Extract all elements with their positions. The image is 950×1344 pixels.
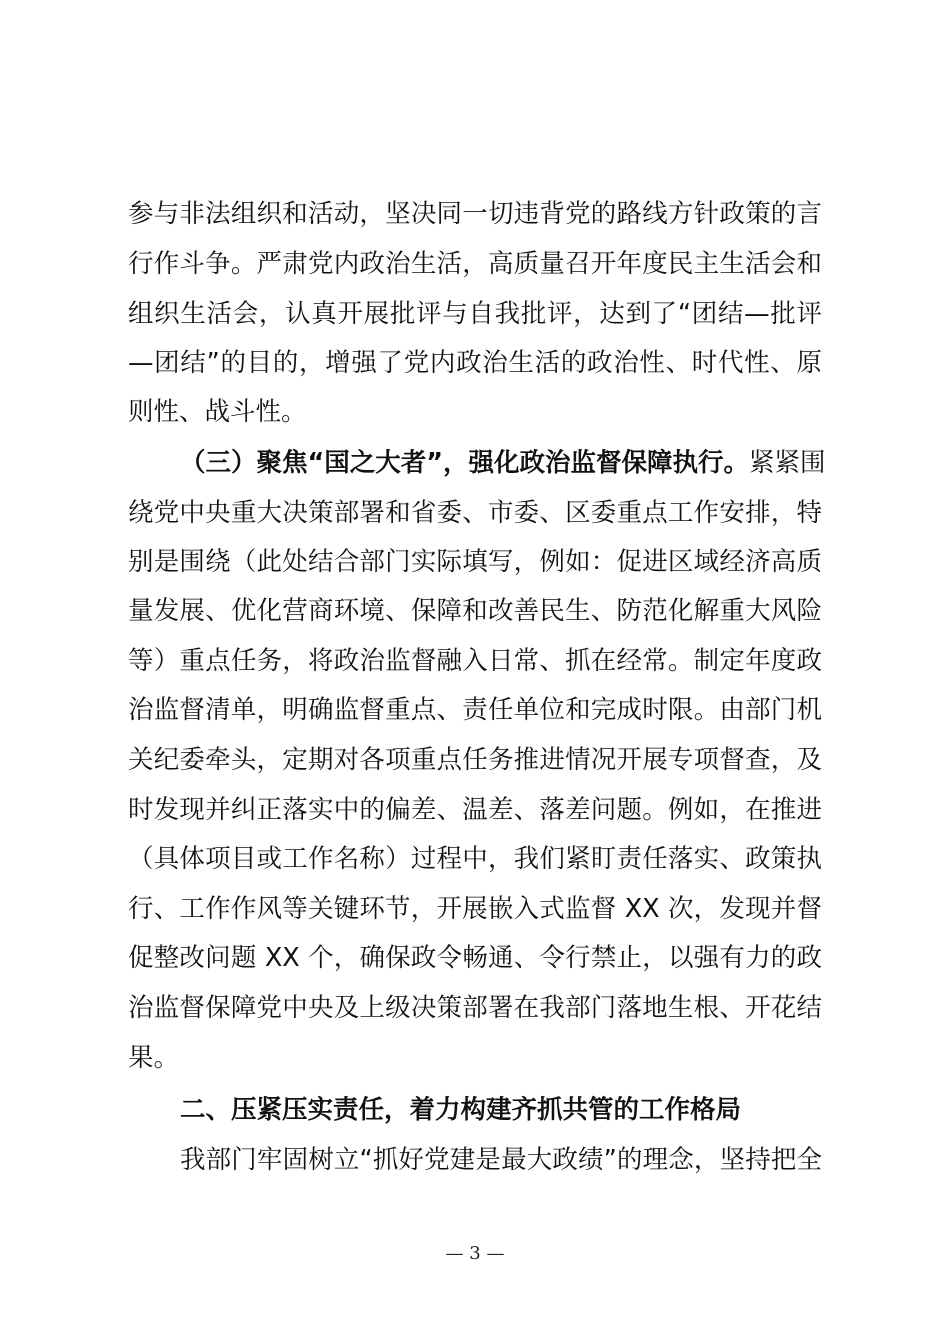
line-text: —团结”的目的，增强了党内政治生活的政治性、时代性、原 — [128, 348, 822, 378]
line-text: 等）重点任务，将政治监督融入日常、抓在经常。制定年度政 — [128, 646, 822, 676]
line-text: 组织生活会，认真开展批评与自我批评，达到了“团结—批评 — [128, 299, 822, 329]
text-line — [128, 743, 822, 777]
text-line — [128, 1041, 822, 1075]
line-text: 参与非法组织和活动，坚决同一切违背党的路线方针政策的言 — [128, 199, 822, 229]
line-text: 别是围绕（此处结合部门实际填写，例如：促进区域经济高质 — [128, 547, 822, 577]
text-line — [128, 197, 822, 231]
text-line — [128, 247, 822, 281]
text-line — [128, 793, 822, 827]
text-line — [128, 545, 822, 579]
line-text: 时发现并纠正落实中的偏差、温差、落差问题。例如，在推进 — [128, 795, 822, 825]
heading-line — [180, 446, 826, 480]
line-text: 量发展、优化营商环境、保障和改善民生、防范化解重大风险 — [128, 596, 822, 626]
text-line — [128, 991, 822, 1025]
text-line — [128, 644, 822, 678]
line-text: 促整改问题 XX 个，确保政令畅通、令行禁止，以强有力的政 — [128, 943, 822, 973]
line-text: 绕党中央重大决策部署和省委、市委、区委重点工作安排，特 — [128, 498, 822, 528]
line-text: 我部门牢固树立“抓好党建是最大政绩”的理念，坚持把全 — [180, 1145, 822, 1175]
text-line — [128, 693, 822, 727]
line-text: 治监督保障党中央及上级决策部署在我部门落地生根、开花结 — [128, 993, 822, 1023]
line-text: （具体项目或工作名称）过程中，我们紧盯责任落实、政策执 — [128, 844, 822, 874]
line-text: 行、工作作风等关键环节，开展嵌入式监督 XX 次，发现并督 — [128, 894, 822, 924]
line-text: 果。 — [128, 1043, 180, 1073]
text-line — [180, 1143, 822, 1177]
line-text: 关纪委牵头，定期对各项重点任务推进情况开展专项督查，及 — [128, 745, 822, 775]
line-text: 则性、战斗性。 — [128, 397, 307, 427]
text-line — [128, 842, 822, 876]
text-line — [128, 941, 822, 975]
page-number: — 3 — — [445, 1243, 505, 1264]
text-line — [128, 594, 822, 628]
bold-heading: （三）聚焦“国之大者”，强化政治监督保障执行。 — [180, 448, 750, 478]
line-text: 紧紧围 — [749, 448, 826, 478]
text-line — [128, 297, 822, 331]
line-text: 行作斗争。严肃党内政治生活，高质量召开年度民主生活会和 — [128, 249, 822, 279]
text-line — [128, 395, 822, 429]
text-line — [128, 346, 822, 380]
heading-line — [180, 1093, 822, 1127]
text-line — [128, 892, 822, 926]
line-text: 治监督清单，明确监督重点、责任单位和完成时限。由部门机 — [128, 695, 822, 725]
bold-heading: 二、压紧压实责任，着力构建齐抓共管的工作格局 — [180, 1095, 742, 1125]
text-line — [128, 496, 822, 530]
